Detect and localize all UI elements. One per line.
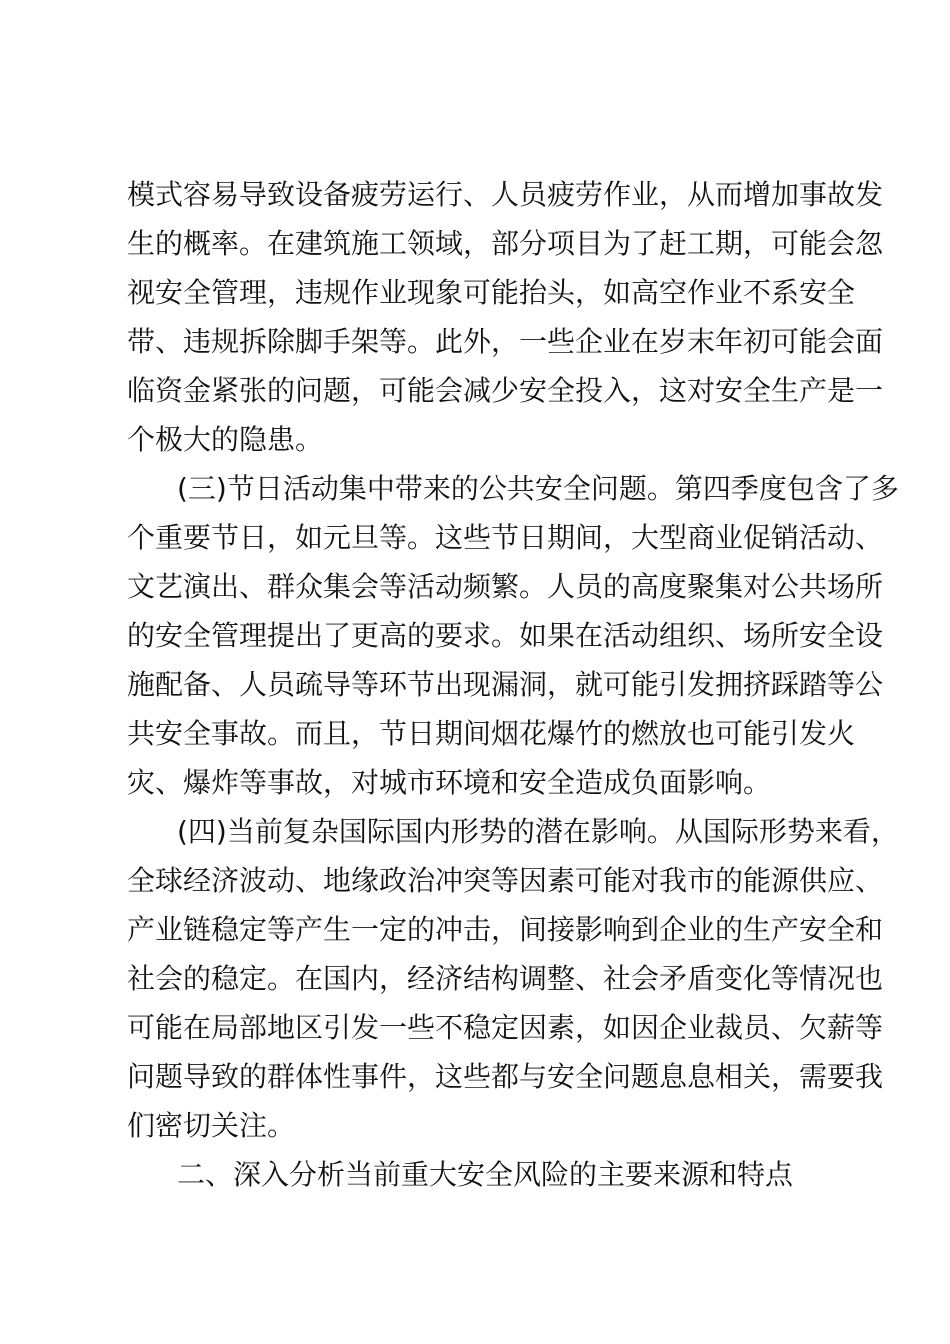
paragraph-line: 可能在局部地区引发一些不稳定因素，如因企业裁员、欠薪等 (127, 1011, 884, 1044)
paragraph-line: 个重要节日，如元旦等。这些节日期间，大型商业促销活动、 (127, 521, 884, 554)
paragraph-line: 的安全管理提出了更高的要求。如果在活动组织、场所安全设 (127, 619, 884, 652)
paragraph-line: 临资金紧张的问题，可能会减少安全投入，这对安全生产是一 (127, 374, 884, 407)
paragraph-line: 带、违规拆除脚手架等。此外，一些企业在岁末年初可能会面 (127, 325, 884, 358)
paragraph-line: 全球经济波动、地缘政治冲突等因素可能对我市的能源供应、 (127, 864, 884, 897)
paragraph-2 (127, 464, 899, 807)
paragraph-line: 产业链稳定等产生一定的冲击，间接影响到企业的生产安全和 (127, 913, 884, 946)
paragraph-line: 模式容易导致设备疲劳运行、人员疲劳作业，从而增加事故发 (127, 178, 884, 211)
paragraph-line: 施配备、人员疏导等环节出现漏洞，就可能引发拥挤踩踏等公 (127, 668, 884, 701)
paragraph-line: 灾、爆炸等事故，对城市环境和安全造成负面影响。 (127, 766, 772, 799)
paragraph-line: 社会的稳定。在国内，经济结构调整、社会矛盾变化等情况也 (127, 962, 884, 995)
paragraph-line: (三)节日活动集中带来的公共安全问题。第四季度包含了多 (177, 472, 899, 505)
paragraph-line: (四)当前复杂国际国内形势的潜在影响。从国际形势来看， (177, 815, 899, 848)
paragraph-line: 们密切关注。 (127, 1109, 296, 1142)
paragraph-3 (127, 807, 899, 1150)
section-heading: 二、深入分析当前重大安全风险的主要来源和特点 (177, 1158, 794, 1191)
paragraph-1 (127, 170, 884, 464)
paragraph-line: 视安全管理，违规作业现象可能抬头，如高空作业不系安全 (127, 276, 856, 309)
paragraph-line: 个极大的隐患。 (127, 423, 324, 456)
paragraph-line: 问题导致的群体性事件，这些都与安全问题息息相关，需要我 (127, 1060, 884, 1093)
document-body (127, 170, 899, 1199)
paragraph-line: 生的概率。在建筑施工领域，部分项目为了赶工期，可能会忽 (127, 227, 884, 260)
paragraph-line: 共安全事故。而且，节日期间烟花爆竹的燃放也可能引发火 (127, 717, 856, 750)
paragraph-line: 文艺演出、群众集会等活动频繁。人员的高度聚集对公共场所 (127, 570, 884, 603)
